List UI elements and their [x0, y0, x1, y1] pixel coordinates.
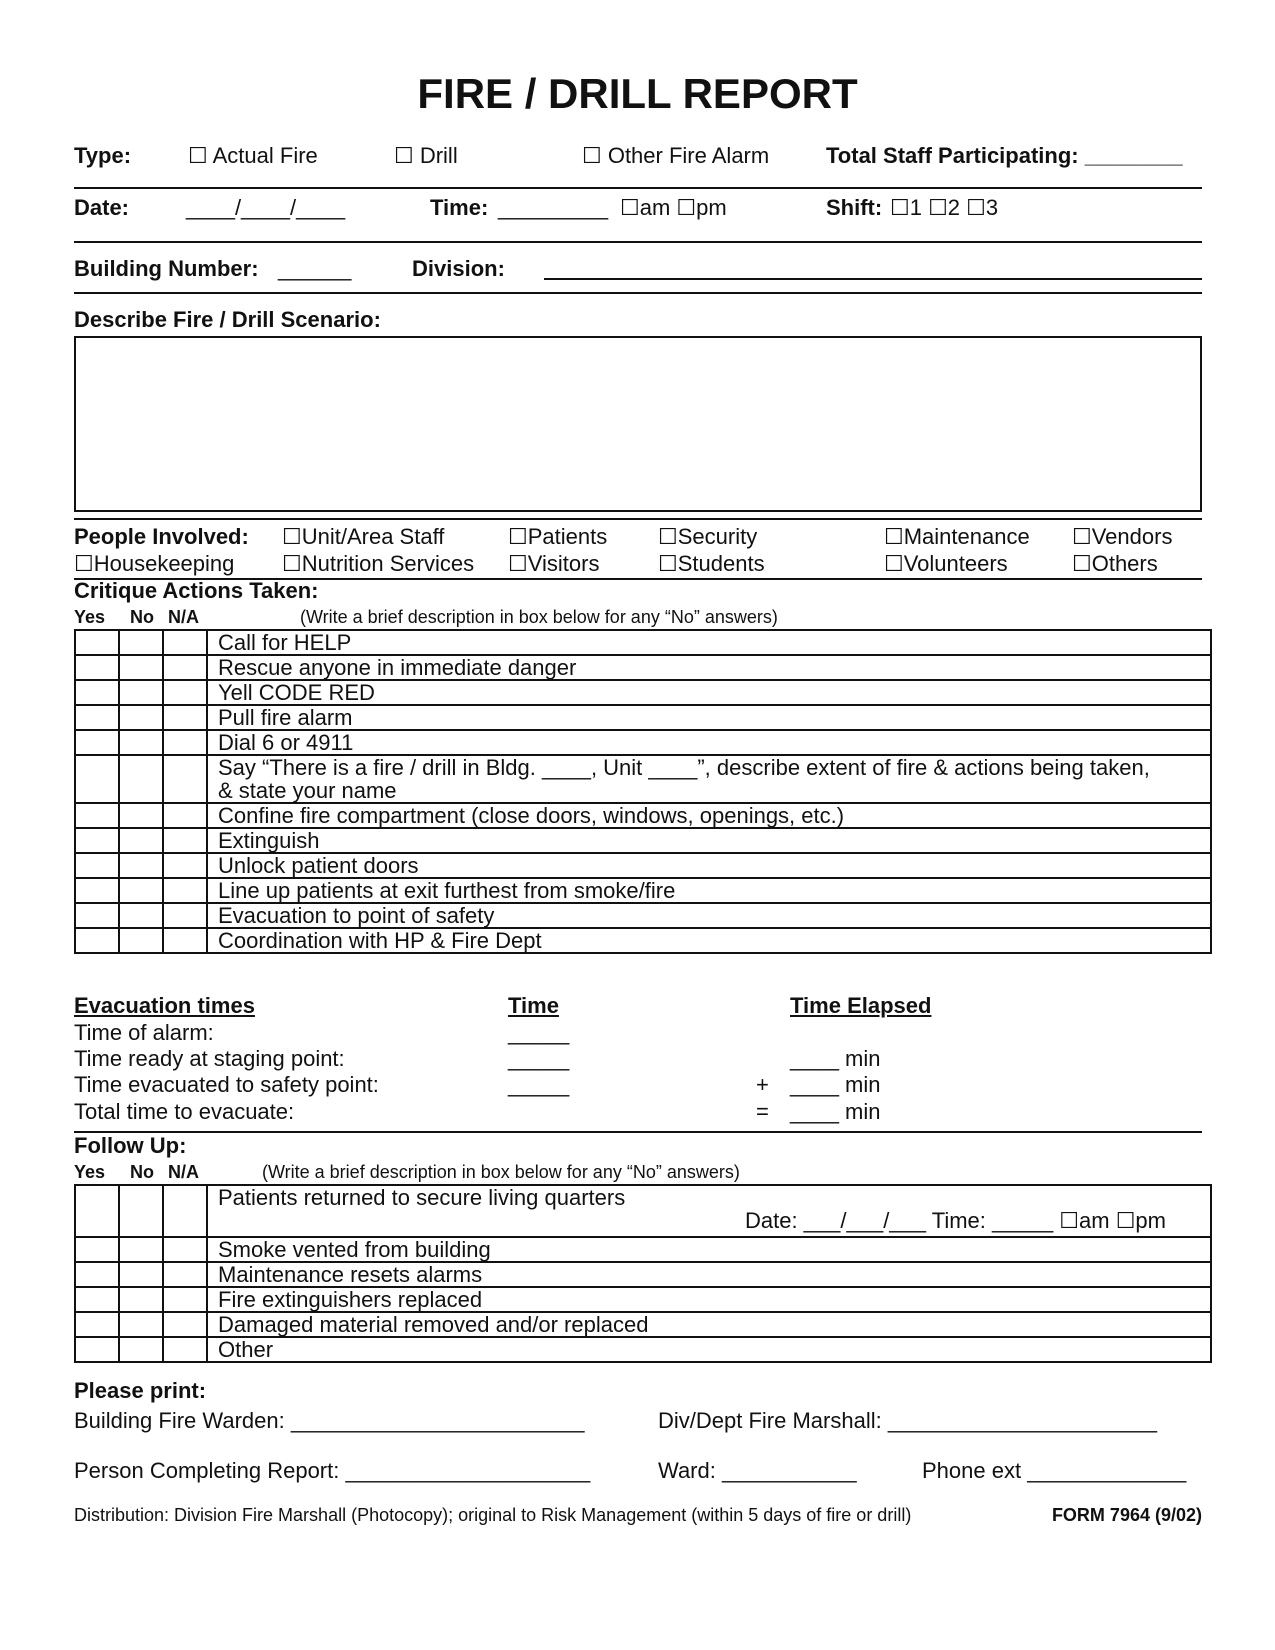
divider [74, 292, 1202, 294]
divider [74, 241, 1202, 243]
na-cell[interactable] [163, 1312, 207, 1337]
yes-cell[interactable] [75, 1185, 119, 1237]
action-label: Rescue anyone in immediate danger [207, 655, 1211, 680]
divider [74, 518, 1202, 520]
na-cell[interactable] [163, 1237, 207, 1262]
na-cell[interactable] [163, 828, 207, 853]
shift-label: Shift: [826, 195, 883, 220]
divider [74, 1131, 1202, 1133]
table-row [75, 705, 1211, 730]
follow-up-label: Follow Up: [74, 1133, 187, 1158]
plus-sign: + [756, 1072, 769, 1097]
people-involved-label: People Involved: [74, 524, 249, 549]
na-cell[interactable] [163, 680, 207, 705]
table-row [75, 828, 1211, 853]
no-cell[interactable] [119, 803, 163, 828]
na-header: N/A [168, 607, 199, 627]
no-cell[interactable] [119, 878, 163, 903]
action-label-line1: Say “There is a fire / drill in Bldg. ____, Unit ____”, describe extent of fire & actions being taken, [218, 755, 1150, 780]
yes-cell[interactable] [75, 1287, 119, 1312]
table-row [75, 1287, 1211, 1312]
total-elapsed-field[interactable]: ____ min [790, 1099, 881, 1124]
nutrition-checkbox[interactable]: ☐Nutrition Services [282, 551, 475, 576]
building-number-label: Building Number: [74, 256, 259, 281]
patients-checkbox[interactable]: ☐Patients [508, 524, 608, 549]
na-cell[interactable] [163, 755, 207, 803]
table-row [75, 755, 1211, 803]
yes-cell[interactable] [75, 705, 119, 730]
yes-cell[interactable] [75, 630, 119, 655]
shift-checkboxes[interactable]: ☐1 ☐2 ☐3 [890, 195, 999, 220]
table-row [75, 803, 1211, 828]
date-label: Date: [74, 195, 130, 220]
ward-field[interactable]: Ward: ___________ [658, 1458, 857, 1483]
staging-point-field[interactable]: _____ [508, 1046, 570, 1071]
no-cell[interactable] [119, 903, 163, 928]
no-header: No [130, 607, 154, 627]
table-row [75, 680, 1211, 705]
evacuation-times-heading: Evacuation times [74, 993, 255, 1018]
no-cell[interactable] [119, 1337, 163, 1362]
na-cell[interactable] [163, 928, 207, 953]
volunteers-checkbox[interactable]: ☐Volunteers [884, 551, 1008, 576]
na-header: N/A [168, 1162, 199, 1182]
yes-cell[interactable] [75, 853, 119, 878]
na-cell[interactable] [163, 630, 207, 655]
follow-up-action: Smoke vented from building [207, 1237, 1211, 1262]
table-row [75, 878, 1211, 903]
critique-note: (Write a brief description in box below for any “No” answers) [300, 607, 778, 627]
table-row [75, 1262, 1211, 1287]
follow-up-action: Fire extinguishers replaced [207, 1287, 1211, 1312]
yes-cell[interactable] [75, 828, 119, 853]
time-of-alarm-label: Time of alarm: [74, 1020, 214, 1045]
no-cell[interactable] [119, 1237, 163, 1262]
ampm-checkboxes[interactable]: ☐am ☐pm [620, 195, 727, 220]
distribution-note: Distribution: Division Fire Marshall (Photocopy); original to Risk Management (within 5 days of fire or drill) [74, 1505, 912, 1525]
total-staff-field[interactable]: Total Staff Participating: ________ [826, 143, 1183, 168]
no-cell[interactable] [119, 1312, 163, 1337]
yes-cell[interactable] [75, 730, 119, 755]
yes-cell[interactable] [75, 928, 119, 953]
action-label: Extinguish [207, 828, 1211, 853]
building-fire-warden-field[interactable]: Building Fire Warden: ________________________ [74, 1408, 585, 1433]
yes-header: Yes [74, 1162, 106, 1182]
no-cell[interactable] [119, 630, 163, 655]
no-cell[interactable] [119, 1287, 163, 1312]
follow-up-action: Maintenance resets alarms [207, 1262, 1211, 1287]
na-cell[interactable] [163, 803, 207, 828]
date-field[interactable]: ____/____/____ [186, 195, 346, 220]
safety-point-field[interactable]: _____ [508, 1072, 570, 1097]
yes-cell[interactable] [75, 803, 119, 828]
na-cell[interactable] [163, 1185, 207, 1237]
maintenance-checkbox[interactable]: ☐Maintenance [884, 524, 1030, 549]
yes-cell[interactable] [75, 1337, 119, 1362]
yes-cell[interactable] [75, 1262, 119, 1287]
action-label: Call for HELP [207, 630, 1211, 655]
na-cell[interactable] [163, 853, 207, 878]
page-title: FIRE / DRILL REPORT [417, 70, 858, 117]
other-fire-alarm-checkbox[interactable]: ☐ Other Fire Alarm [582, 143, 770, 168]
follow-up-note: (Write a brief description in box below for any “No” answers) [262, 1162, 740, 1182]
follow-up-action: Other [207, 1337, 1211, 1362]
housekeeping-checkbox[interactable]: ☐Housekeeping [74, 551, 235, 576]
follow-up-action: Patients returned to secure living quarters [218, 1185, 626, 1210]
table-row [75, 1312, 1211, 1337]
follow-up-action: Damaged material removed and/or replaced [207, 1312, 1211, 1337]
scenario-label: Describe Fire / Drill Scenario: [74, 307, 381, 332]
no-cell[interactable] [119, 705, 163, 730]
time-field[interactable]: _________ [498, 195, 609, 220]
staging-elapsed-field[interactable]: ____ min [790, 1046, 881, 1071]
type-label: Type: [74, 143, 132, 168]
safety-elapsed-field[interactable]: ____ min [790, 1072, 881, 1097]
action-label: Yell CODE RED [207, 680, 1211, 705]
others-checkbox[interactable]: ☐Others [1072, 551, 1158, 576]
table-row [75, 903, 1211, 928]
table-row [75, 853, 1211, 878]
action-label [207, 755, 1211, 803]
follow-up-table [74, 1184, 1212, 1363]
follow-up-label-cell [207, 1185, 1211, 1237]
no-cell[interactable] [119, 828, 163, 853]
division-label: Division: [412, 256, 505, 281]
no-cell[interactable] [119, 853, 163, 878]
no-cell[interactable] [119, 1185, 163, 1237]
yes-cell[interactable] [75, 1237, 119, 1262]
yes-header: Yes [74, 607, 106, 627]
vendors-checkbox[interactable]: ☐Vendors [1072, 524, 1173, 549]
scenario-textbox[interactable] [74, 336, 1202, 512]
yes-cell[interactable] [75, 1312, 119, 1337]
table-row [75, 1185, 1211, 1237]
action-label: Coordination with HP & Fire Dept [207, 928, 1211, 953]
action-label: Line up patients at exit furthest from smoke/fire [207, 878, 1211, 903]
na-cell[interactable] [163, 705, 207, 730]
yes-cell[interactable] [75, 680, 119, 705]
action-label: Pull fire alarm [207, 705, 1211, 730]
na-cell[interactable] [163, 730, 207, 755]
table-row [75, 730, 1211, 755]
please-print-label: Please print: [74, 1378, 207, 1403]
return-date-time-field[interactable]: Date: ___/___/___ Time: _____ ☐am ☐pm [744, 1208, 1166, 1233]
no-cell[interactable] [119, 655, 163, 680]
critique-label: Critique Actions Taken: [74, 578, 319, 603]
na-cell[interactable] [163, 878, 207, 903]
division-field-line[interactable] [544, 278, 1202, 280]
no-cell[interactable] [119, 755, 163, 803]
form-number: FORM 7964 (9/02) [1051, 1505, 1202, 1525]
table-row [75, 655, 1211, 680]
no-cell[interactable] [119, 928, 163, 953]
phone-ext-field[interactable]: Phone ext _____________ [922, 1458, 1187, 1483]
action-label: Dial 6 or 4911 [207, 730, 1211, 755]
total-time-label: Total time to evacuate: [74, 1099, 295, 1124]
action-label-line2: & state your name [218, 778, 397, 803]
no-cell[interactable] [119, 730, 163, 755]
no-header: No [130, 1162, 154, 1182]
na-cell[interactable] [163, 1262, 207, 1287]
table-row [75, 1337, 1211, 1362]
action-label: Evacuation to point of safety [207, 903, 1211, 928]
time-heading: Time [508, 993, 559, 1018]
table-row [75, 630, 1211, 655]
na-cell[interactable] [163, 655, 207, 680]
no-cell[interactable] [119, 680, 163, 705]
table-row [75, 1237, 1211, 1262]
security-checkbox[interactable]: ☐Security [658, 524, 758, 549]
action-label: Unlock patient doors [207, 853, 1211, 878]
yes-cell[interactable] [75, 655, 119, 680]
building-number-field[interactable]: ______ [278, 256, 352, 281]
fire-marshall-field[interactable]: Div/Dept Fire Marshall: ______________________ [658, 1408, 1158, 1433]
table-row [75, 928, 1211, 953]
time-elapsed-heading: Time Elapsed [790, 993, 932, 1018]
na-cell[interactable] [163, 903, 207, 928]
critique-table [74, 629, 1212, 954]
safety-point-label: Time evacuated to safety point: [74, 1072, 379, 1097]
time-of-alarm-field[interactable]: _____ [508, 1020, 570, 1045]
yes-cell[interactable] [75, 755, 119, 803]
na-cell[interactable] [163, 1337, 207, 1362]
action-label: Confine fire compartment (close doors, windows, openings, etc.) [207, 803, 1211, 828]
unit-staff-checkbox[interactable]: ☐Unit/Area Staff [282, 524, 445, 549]
actual-fire-checkbox[interactable]: ☐ Actual Fire [188, 143, 318, 168]
yes-cell[interactable] [75, 878, 119, 903]
drill-checkbox[interactable]: ☐ Drill [394, 143, 458, 168]
equals-sign: = [756, 1099, 769, 1124]
na-cell[interactable] [163, 1287, 207, 1312]
person-completing-field[interactable]: Person Completing Report: ____________________ [74, 1458, 591, 1483]
staging-point-label: Time ready at staging point: [74, 1046, 345, 1071]
time-label: Time: [430, 195, 489, 220]
divider [74, 187, 1202, 189]
visitors-checkbox[interactable]: ☐Visitors [508, 551, 600, 576]
no-cell[interactable] [119, 1262, 163, 1287]
yes-cell[interactable] [75, 903, 119, 928]
students-checkbox[interactable]: ☐Students [658, 551, 765, 576]
